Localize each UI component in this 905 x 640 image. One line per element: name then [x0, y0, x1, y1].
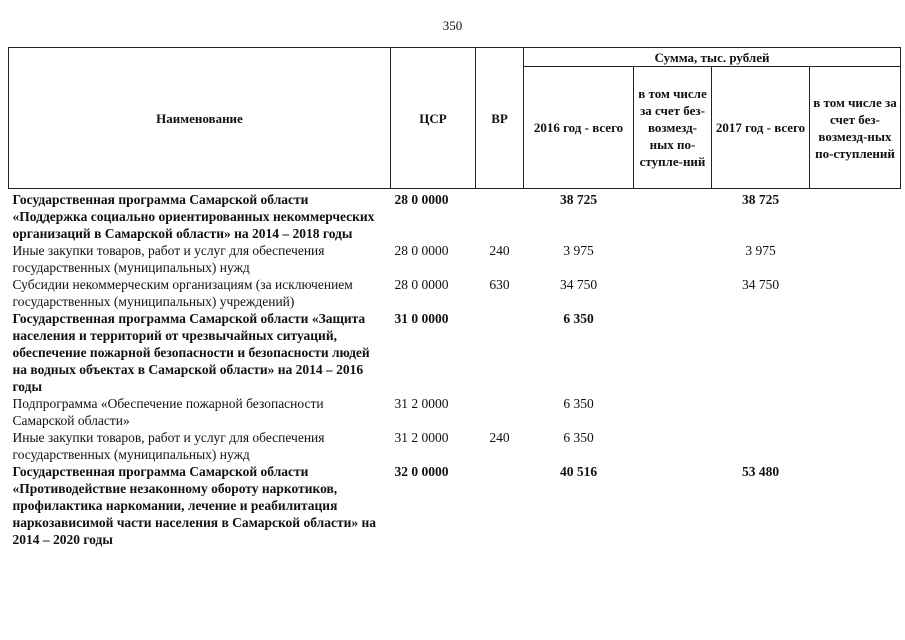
column-header-total-2016: 2016 год - всего	[524, 67, 634, 189]
row-free-2016	[634, 276, 712, 310]
row-total-2017	[712, 310, 810, 395]
row-name: Государственная программа Самарской области «Защита населения и территорий от чрезвычайных ситуаций, обеспечение пожарной безопасности и безопасности людей на водных объектах в Самарской области» на 2014 – 2016 годы	[12, 311, 370, 394]
row-vr	[476, 189, 524, 243]
row-free-2017	[810, 189, 901, 243]
table-row	[9, 189, 901, 243]
row-total-2017	[712, 395, 810, 429]
row-free-2016	[634, 242, 712, 276]
row-name: Иные закупки товаров, работ и услуг для обеспечения государственных (муниципальных) нужд	[12, 243, 325, 275]
column-header-free-2017: в том числе за счет без-возмезд-ных по-ступлений	[810, 67, 901, 189]
row-vr	[476, 395, 524, 429]
row-vr: 240	[489, 430, 510, 445]
row-csr: 31 0 0000	[394, 311, 449, 326]
column-header-name: Наименование	[9, 48, 391, 189]
row-total-2017: 38 725	[741, 192, 780, 207]
row-vr	[476, 463, 524, 548]
column-group-sum: Сумма, тыс. рублей	[524, 48, 901, 67]
row-total-2017: 53 480	[741, 464, 780, 479]
column-header-vr: ВР	[476, 48, 524, 189]
column-header-free-2016: в том числе за счет без-возмезд-ных по-ступле-ний	[634, 67, 712, 189]
row-total-2016: 38 725	[559, 192, 598, 207]
row-total-2016: 40 516	[559, 464, 598, 479]
row-vr: 630	[489, 277, 510, 292]
table-row	[9, 276, 901, 310]
table-row	[9, 429, 901, 463]
row-free-2016	[634, 189, 712, 243]
row-total-2016: 3 975	[563, 243, 594, 258]
row-free-2016	[634, 395, 712, 429]
row-vr	[476, 310, 524, 395]
row-name: Субсидии некоммерческим организациям (за исключением государственных (муниципальных) учреждений)	[12, 277, 353, 309]
row-vr: 240	[489, 243, 510, 258]
row-total-2016: 6 350	[563, 430, 594, 445]
header-row	[9, 48, 901, 67]
row-total-2016: 6 350	[563, 311, 594, 326]
row-total-2017	[712, 429, 810, 463]
row-csr: 31 2 0000	[394, 430, 449, 445]
column-header-total-2017: 2017 год - всего	[712, 67, 810, 189]
column-header-csr: ЦСР	[391, 48, 476, 189]
row-csr: 28 0 0000	[394, 192, 449, 207]
row-name: Государственная программа Самарской области «Поддержка социально ориентированных некоммерческих организаций в Самарской области» на 2014 – 2018 годы	[12, 192, 375, 241]
row-free-2016	[634, 463, 712, 548]
row-name: Иные закупки товаров, работ и услуг для обеспечения государственных (муниципальных) нужд	[12, 430, 325, 462]
row-csr: 28 0 0000	[394, 277, 449, 292]
row-free-2017	[810, 429, 901, 463]
row-free-2017	[810, 242, 901, 276]
row-csr: 32 0 0000	[394, 464, 449, 479]
table-row	[9, 395, 901, 429]
row-total-2017: 34 750	[741, 277, 780, 292]
row-csr: 28 0 0000	[394, 243, 449, 258]
table-row	[9, 310, 901, 395]
row-free-2016	[634, 310, 712, 395]
row-name: Подпрограмма «Обеспечение пожарной безопасности Самарской области»	[12, 396, 324, 428]
page-number: 350	[442, 18, 463, 33]
row-free-2017	[810, 463, 901, 548]
row-free-2017	[810, 276, 901, 310]
row-total-2016: 6 350	[563, 396, 594, 411]
row-name: Государственная программа Самарской области «Противодействие незаконному обороту наркотиков, профилактика наркомании, лечение и реабилитация наркозависимой части населения в Самарской области» на 2014 – 2020 годы	[12, 464, 377, 547]
row-total-2016: 34 750	[559, 277, 598, 292]
row-free-2017	[810, 310, 901, 395]
budget-table	[8, 47, 901, 548]
row-total-2017: 3 975	[745, 243, 776, 258]
row-csr: 31 2 0000	[394, 396, 449, 411]
row-free-2017	[810, 395, 901, 429]
table-row	[9, 242, 901, 276]
table-row	[9, 463, 901, 548]
row-free-2016	[634, 429, 712, 463]
